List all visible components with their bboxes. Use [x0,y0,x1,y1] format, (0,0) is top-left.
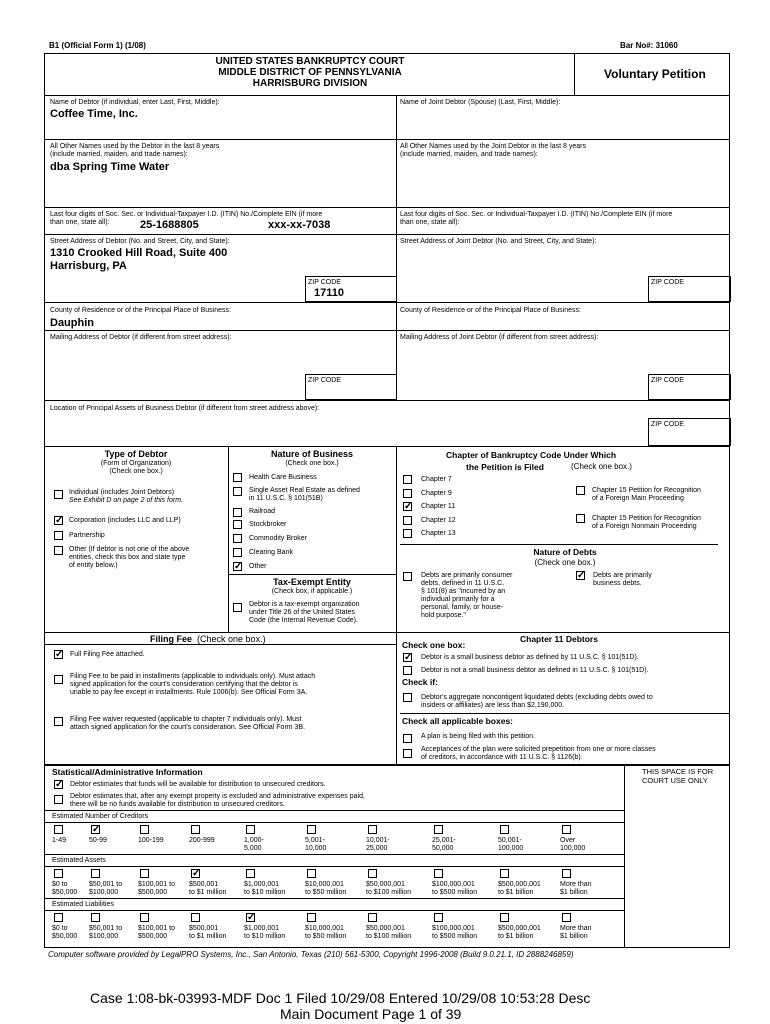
liabilities-option-checkbox[interactable] [500,913,509,922]
creditors-option-label: 1,000- [244,837,264,844]
funds-available-checkbox[interactable]: ✓ [55,779,64,790]
fee-waiver-checkbox[interactable] [54,717,63,726]
assets-option-label: $100,001 to [138,881,175,888]
city-state: Harrisburg, PA [50,260,127,272]
county: Dauphin [50,317,94,329]
creditors-option-checkbox[interactable] [54,825,63,834]
creditors-option-checkbox[interactable] [368,825,377,834]
assets-option-label: $10,000,001 [305,881,344,888]
creditors-option-label: 10,001- [366,837,390,844]
other-names: dba Spring Time Water [50,161,170,173]
court-heading: UNITED STATES BANKRUPTCY COURT MIDDLE DISTRICT OF PENNSYLVANIA HARRISBURG DIVISION [215,56,405,89]
full-fee-checkbox[interactable]: ✓ [55,649,64,660]
installments-checkbox[interactable] [54,675,63,684]
not-small-business-checkbox[interactable] [403,666,412,675]
liabilities-option-checkbox[interactable] [140,913,149,922]
liabilities-option-label: $100,000,001 [432,925,475,932]
liabilities-option-checkbox[interactable]: ✓ [247,912,256,923]
creditors-option-label: 25,000 [366,845,388,852]
assets-option-label: $50,000 [52,889,78,896]
liabilities-option-checkbox[interactable] [562,913,571,922]
creditors-option-label: 50,000 [432,845,454,852]
assets-option-checkbox[interactable] [368,869,377,878]
creditors-option-label: 5,001- [305,837,325,844]
plan-filed-checkbox[interactable] [403,734,412,743]
page-title: Voluntary Petition [604,67,706,81]
assets-option-label: to $1 billion [498,889,534,896]
liabilities-option-label: $50,000,001 [366,925,405,932]
assets-option-checkbox[interactable] [434,869,443,878]
chapter-9-checkbox[interactable] [403,489,412,498]
creditors-option-label: 100,000 [498,845,524,852]
assets-option-checkbox[interactable] [562,869,571,878]
assets-option-label: $100,000,001 [432,881,475,888]
creditors-option-checkbox[interactable] [434,825,443,834]
other-business-checkbox[interactable]: ✓ [234,561,243,572]
liabilities-option-label: $500,001 [189,925,219,932]
ein: 25-1688805 [140,219,199,231]
liabilities-option-label: $0 to [52,925,68,932]
liabilities-option-checkbox[interactable] [191,913,200,922]
liabilities-option-label: $50,000 [52,933,78,940]
commodity-checkbox[interactable] [233,534,242,543]
assets-option-checkbox[interactable]: ✓ [192,868,201,879]
stockbroker-checkbox[interactable] [233,520,242,529]
chapter-7-checkbox[interactable] [403,475,412,484]
creditors-option-checkbox[interactable] [500,825,509,834]
liabilities-option-label: $10,000,001 [305,925,344,932]
assets-option-label: to $50 million [305,889,347,896]
creditors-option-label: Over [560,837,576,844]
assets-option-checkbox[interactable] [140,869,149,878]
liabilities-option-label: $100,000 [89,933,119,940]
software-credit: Computer software provided by LegalPRO Systems, Inc., San Antonio, Texas (210) 561-5300, Copyright 1996-2008 (Build 9.0.21.1, ID 2888246859) [48,950,574,959]
assets-option-label: $500,000,001 [498,881,541,888]
creditors-option-label: 50,001- [498,837,522,844]
page-footer: Main Document Page 1 of 39 [280,1006,462,1022]
chapter-13-checkbox[interactable] [403,529,412,538]
assets-option-label: to $100 million [366,889,412,896]
liabilities-option-label: More than [560,925,592,932]
chapter-15-main-checkbox[interactable] [576,486,585,495]
health-care-checkbox[interactable] [233,473,242,482]
ssn: xxx-xx-7038 [268,219,331,231]
liabilities-option-label: to $1 billion [498,933,534,940]
assets-option-checkbox[interactable] [500,869,509,878]
liabilities-option-label: $500,000,001 [498,925,541,932]
liabilities-option-label: $500,000 [138,933,168,940]
creditors-option-checkbox[interactable] [307,825,316,834]
assets-option-label: $500,000 [138,889,168,896]
assets-option-label: to $10 million [244,889,286,896]
liabilities-option-label: to $50 million [305,933,347,940]
form-id: B1 (Official Form 1) (1/08) [49,41,146,50]
chapter-12-checkbox[interactable] [403,516,412,525]
liabilities-option-checkbox[interactable] [368,913,377,922]
creditors-option-checkbox[interactable] [562,825,571,834]
case-footer: Case 1:08-bk-03993-MDF Doc 1 Filed 10/29/08 Entered 10/29/08 10:53:28 Desc [90,990,591,1006]
liabilities-option-label: $1,000,001 [244,925,280,932]
tax-exempt-checkbox[interactable] [233,603,242,612]
liabilities-option-checkbox[interactable] [54,913,63,922]
business-debts-checkbox[interactable]: ✓ [577,570,586,581]
no-funds-checkbox[interactable] [54,795,63,804]
other-entity-checkbox[interactable] [54,546,63,555]
liabilities-option-label: to $500 million [432,933,478,940]
bar-number: Bar No#: 31060 [620,41,678,50]
creditors-option-label: 100-199 [138,837,164,844]
clearing-bank-checkbox[interactable] [233,548,242,557]
assets-option-checkbox[interactable] [246,869,255,878]
assets-option-label: $1,000,001 [244,881,280,888]
liabilities-option-label: $50,001 to [89,925,123,932]
liabilities-option-label: to $100 million [366,933,412,940]
zip-code: 17110 [314,287,344,299]
liabilities-option-label: to $1 million [189,933,227,940]
acceptances-checkbox[interactable] [403,749,412,758]
assets-option-checkbox[interactable] [54,869,63,878]
chapter-11-checkbox[interactable]: ✓ [404,501,413,512]
corporation-checkbox[interactable]: ✓ [55,515,64,526]
assets-option-label: to $500 million [432,889,478,896]
assets-option-label: to $1 million [189,889,227,896]
assets-option-checkbox[interactable] [91,869,100,878]
creditors-option-label: 100,000 [560,845,586,852]
railroad-checkbox[interactable] [233,508,242,517]
liabilities-option-label: $1 billion [560,933,588,940]
consumer-debts-checkbox[interactable] [403,572,412,581]
assets-option-label: $500,001 [189,881,219,888]
creditors-option-label: 25,001- [432,837,456,844]
assets-option-label: $50,000,001 [366,881,405,888]
creditors-option-label: 200-999 [189,837,215,844]
chapter-15-nonmain-checkbox[interactable] [576,514,585,523]
creditors-option-checkbox[interactable] [246,825,255,834]
debtor-name: Coffee Time, Inc. [50,108,138,120]
assets-option-checkbox[interactable] [307,869,316,878]
creditors-option-label: 1-49 [52,837,67,844]
single-asset-checkbox[interactable] [233,487,242,496]
assets-option-label: $50,001 to [89,881,123,888]
liabilities-option-checkbox[interactable] [91,913,100,922]
creditors-option-label: 50-99 [89,837,107,844]
creditors-option-checkbox[interactable] [191,825,200,834]
liabilities-option-label: to $10 million [244,933,286,940]
creditors-option-label: 5,000 [244,845,262,852]
assets-option-label: $100,000 [89,889,119,896]
creditors-option-checkbox[interactable] [140,825,149,834]
assets-option-label: $1 billion [560,889,588,896]
liabilities-option-checkbox[interactable] [307,913,316,922]
liabilities-option-checkbox[interactable] [434,913,443,922]
creditors-option-label: 10,000 [305,845,327,852]
assets-option-label: $0 to [52,881,68,888]
individual-checkbox[interactable] [54,490,63,499]
small-business-checkbox[interactable]: ✓ [404,652,413,663]
aggregate-debts-checkbox[interactable] [403,693,412,702]
creditors-option-checkbox[interactable]: ✓ [92,824,101,835]
assets-option-label: More than [560,881,592,888]
partnership-checkbox[interactable] [54,531,63,540]
liabilities-option-label: $100,001 to [138,925,175,932]
street-address: 1310 Crooked Hill Road, Suite 400 [50,247,228,259]
